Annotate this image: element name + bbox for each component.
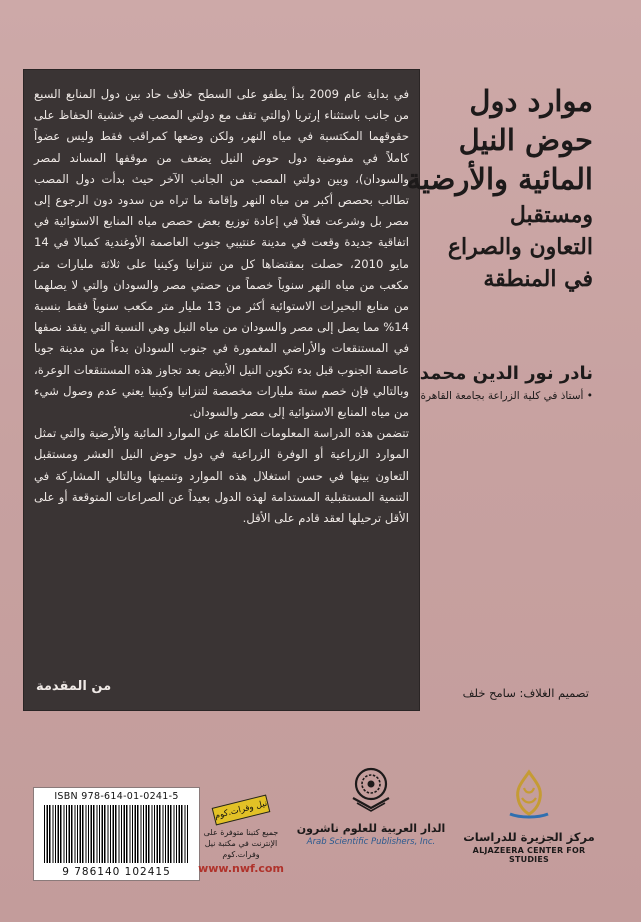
nwf-badge: نيل وفرات.كوم [212,794,271,825]
publisher-logo-icon [347,764,395,812]
title-line-1: موارد دول [469,84,593,118]
publisher-name-ar: الدار العربية للعلوم ناشرون [296,822,446,835]
synopsis-paragraph-1: في بداية عام 2009 بدأ يطفو على السطح خلاف حاد بين دول المنابع السبع من جانب باستثناء إرتريا (والتي تقف مع دولتي المصب في خشية الحفاظ على حقوقهما المكتسبة في مياه النهر، ولكن وضعها كمراقب فقط وليس عضواً كاملاً في مفوضية دول حوض النيل يضعف من موقفها المساند لمصر والسودان)، وبين دولتي المصب من الجانب الآخر حيث بدأت دول المصب تطالب بحصص أكبر من مياه النهر وإقامة ما تراه من سدود دون الرجوع إلى مصر بل وشرعت فعلاً في إعادة توزيع بعض حصص مياه المنابع الاستوائية في اتفاقية جديدة وقعت في مدينة عنتيبي جنوب العاصمة الأوغندية كمبالا في 14 مايو 2010، حصلت بمقتضاها كل من تنزانيا وكينيا على ثلاثة مليارات متر مكعب من مياه النهر سنوياً خصماً من حصتي مصر والسودان والتي لا يصلهما من منابع البحيرات الاستوائية أكثر من 13 مليار متر مكعب سنوياً فقط بنسبة 14% مما يصل إلى مصر والسودان من مياه النيل وهي النسبة التي يفقد نصفها في المستنقعات والأراضي المغمورة في جنوب السودان بدءاً من مدينة جوبا عاصمة الجنوب قبل بدء تكوين النيل الأبيض بعد تجاوز هذه المستنقعات الوعرة، وبالتالي فإن خصم ستة مليارات مخصصة لتنزانيا وكينيا يعني عدم وصول شيء من مياه المنابع الاستوائية إلى مصر والسودان. [34,87,409,420]
barcode [33,787,200,881]
nwf-text: جميع كتبنا متوفرة على الإنترنت في مكتبة نيل وفرات.كوم [203,828,279,859]
publisher-name-en: Arab Scientific Publishers, Inc. [306,837,436,847]
cover-designer-credit: تصميم الغلاف: سامح خلف [462,686,589,700]
title-line-5: التعاون والصراع [447,234,593,260]
barcode-number: 9 786140 102415 [34,866,199,878]
aljazeera-name-en: ALJAZEERA CENTER FOR STUDIES [472,846,586,864]
source-label: من المقدمة [36,679,112,694]
synopsis-paragraph-2: تتضمن هذه الدراسة المعلومات الكاملة عن الموارد المائية والأرضية والتي تمثل الموارد الزراعية أو الوفرة الزراعية في دول حوض النيل العشر ومستقبل التعاون بينها في حسن استغلال هذه الموارد وتنميتها وبالتالي المشاركة في التنمية المستقبلية المستدامة لهذه الدول بعيداً عن الصراعات المتوقعة أو على الأقل ترحيلها لعقد قادم على الأقل. [34,426,409,526]
title-line-3: المائية والأرضية [406,162,593,196]
nwf-url: www.nwf.com [198,862,284,875]
aljazeera-name-ar: مركز الجزيرة للدراسات [463,830,595,844]
title-line-4: ومستقبل [509,202,593,228]
barcode-bars [44,805,189,863]
nwf-promo [196,787,286,879]
synopsis-text [34,84,409,529]
synopsis-box [24,70,419,710]
author-name: نادر نور الدين محمد [419,363,593,384]
book-title [393,82,593,295]
aljazeera-logo-block [454,768,604,880]
author-block [420,363,593,402]
title-line-2: حوض النيل [458,123,593,157]
isbn-label: ISBN 978-614-01-0241-5 [54,791,179,802]
aljazeera-logo-icon [504,768,554,822]
publisher-logo-block [296,760,446,880]
author-description: • أستاذ في كلية الزراعة بجامعة القاهرة [420,390,593,402]
title-line-6: في المنطقة [483,266,593,292]
